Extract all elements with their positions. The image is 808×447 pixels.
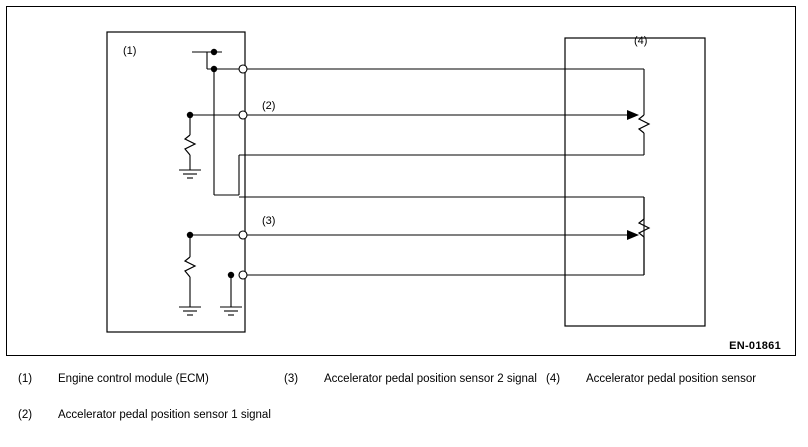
- callout-4: (4): [634, 35, 648, 47]
- junction-sig2: [187, 232, 193, 238]
- ecm-pin-sig1: [239, 111, 247, 119]
- legend-number: (4): [546, 373, 561, 385]
- junction-supply-2: [211, 66, 217, 72]
- legend-label: Engine control module (ECM): [58, 373, 209, 385]
- junction-supply: [211, 49, 217, 55]
- sensor-box: [565, 38, 705, 326]
- junction-sig1: [187, 112, 193, 118]
- legend-label: Accelerator pedal position sensor 2 signal: [324, 373, 537, 385]
- legend: [6, 364, 796, 442]
- diagram-frame: [6, 6, 796, 356]
- callout-2: (2): [262, 100, 276, 112]
- legend-number: (2): [18, 409, 33, 421]
- legend-number: (1): [18, 373, 33, 385]
- drawing-code: EN-01861: [729, 340, 781, 352]
- junction-ret2: [228, 272, 234, 278]
- legend-label: Accelerator pedal position sensor 1 signal: [58, 409, 271, 421]
- ecm-pin-sig2: [239, 231, 247, 239]
- ecm-pin-supply: [239, 65, 247, 73]
- legend-number: (3): [284, 373, 299, 385]
- legend-label: Accelerator pedal position sensor: [586, 373, 757, 385]
- ecm-box: [107, 32, 245, 332]
- callout-3: (3): [262, 215, 276, 227]
- callout-1: (1): [123, 45, 137, 57]
- wiring-schematic: [7, 7, 795, 355]
- ecm-pin-ret2: [239, 271, 247, 279]
